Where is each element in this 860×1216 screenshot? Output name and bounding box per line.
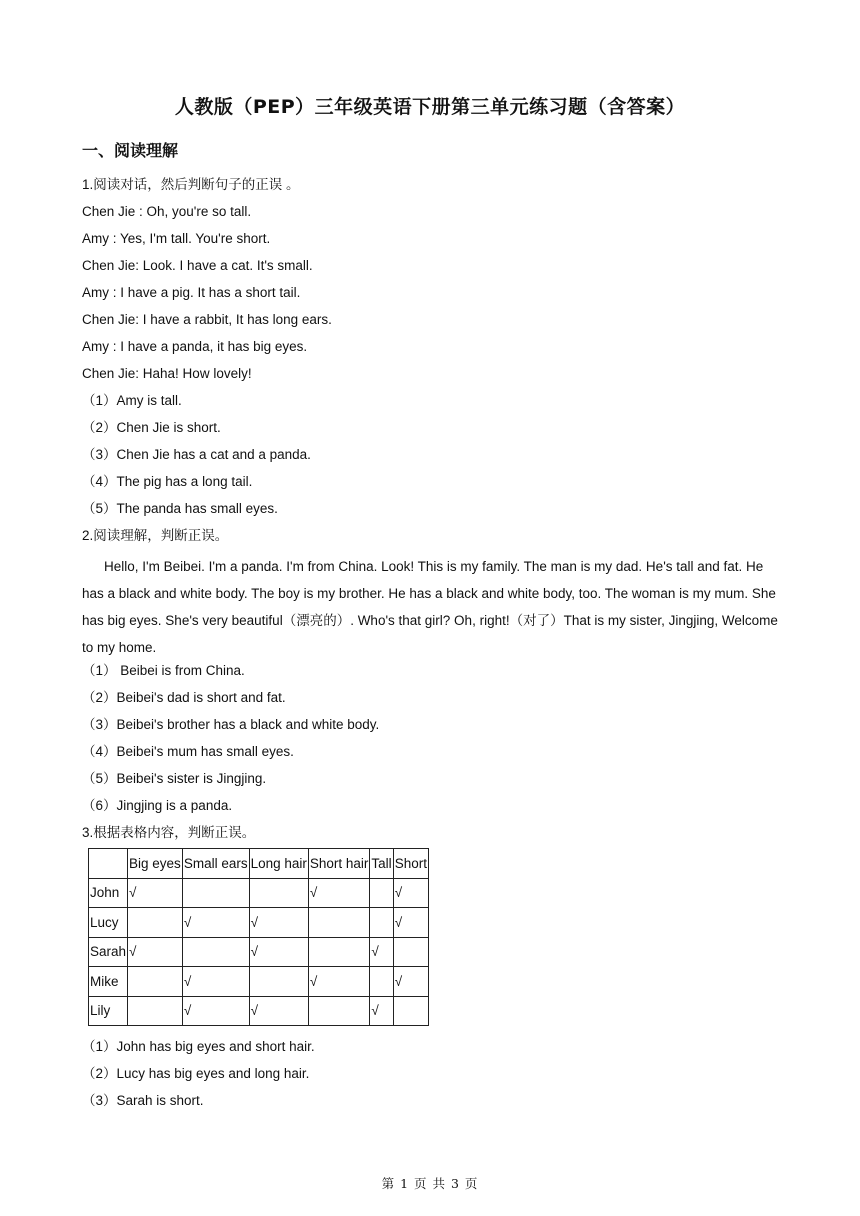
- table-cell: [182, 937, 249, 967]
- table-header-cell: Short hair: [308, 849, 370, 879]
- table-cell: √: [393, 967, 428, 997]
- dialogue-line: Amy : I have a pig. It has a short tail.: [82, 285, 301, 300]
- table-row: [89, 996, 429, 1026]
- table-cell: [128, 996, 183, 1026]
- dialogue-line: Amy : Yes, I'm tall. You're short.: [82, 231, 271, 246]
- table-cell: √: [370, 937, 393, 967]
- q2-statement: （4）Beibei's mum has small eyes.: [82, 744, 294, 759]
- section-heading: 一、阅读理解: [82, 141, 179, 160]
- table-cell: [308, 996, 370, 1026]
- table-cell: [370, 908, 393, 938]
- table-cell: [370, 967, 393, 997]
- table-header-cell: Small ears: [182, 849, 249, 879]
- q2-statement: （6）Jingjing is a panda.: [82, 798, 233, 813]
- q2-passage: Hello, I'm Beibei. I'm a panda. I'm from China. Look! This is my family. The man is my dad. He's tall and fat. He has a black and white body. The boy is my brother. He has a black and white body, too. The woman is my mum. She has big eyes. She's very beautiful（漂亮的）. Who's that girl? Oh, right!（对了）That is my sister, Jingjing, Welcome to my home.: [82, 559, 778, 655]
- table-cell: Lucy: [89, 908, 128, 938]
- table-cell: √: [182, 908, 249, 938]
- table-cell: [249, 878, 308, 908]
- q2-statement: （1） Beibei is from China.: [82, 663, 245, 678]
- table-row: [89, 937, 429, 967]
- table-header-cell: Big eyes: [128, 849, 183, 879]
- table-header-cell: [89, 849, 128, 879]
- table-row: [89, 967, 429, 997]
- q2-statement: （2）Beibei's dad is short and fat.: [82, 690, 286, 705]
- q1-statement: （4）The pig has a long tail.: [82, 474, 253, 489]
- table-row: [89, 908, 429, 938]
- q1-statement: （3）Chen Jie has a cat and a panda.: [82, 447, 311, 462]
- dialogue-line: Chen Jie: I have a rabbit, It has long ears.: [82, 312, 332, 327]
- table-cell: √: [370, 996, 393, 1026]
- table-cell: [308, 908, 370, 938]
- table-cell: Lily: [89, 996, 128, 1026]
- table-cell: [308, 937, 370, 967]
- table-cell: √: [182, 967, 249, 997]
- table-cell: √: [249, 908, 308, 938]
- q2-statement: （3）Beibei's brother has a black and white body.: [82, 717, 380, 732]
- table-cell: [393, 996, 428, 1026]
- table-cell: √: [128, 937, 183, 967]
- table-cell: [249, 967, 308, 997]
- q3-statement: （3）Sarah is short.: [82, 1093, 204, 1108]
- q3-statement: （2）Lucy has big eyes and long hair.: [82, 1066, 310, 1081]
- table-cell: √: [182, 996, 249, 1026]
- dialogue-line: Chen Jie: Look. I have a cat. It's small.: [82, 258, 313, 273]
- table-header-cell: Short: [393, 849, 428, 879]
- q1-statement: （1）Amy is tall.: [82, 393, 182, 408]
- feature-table: [88, 848, 429, 1026]
- table-cell: Sarah: [89, 937, 128, 967]
- table-cell: √: [249, 996, 308, 1026]
- q1-statement: （5）The panda has small eyes.: [82, 501, 278, 516]
- table-cell: Mike: [89, 967, 128, 997]
- table-header-cell: Tall: [370, 849, 393, 879]
- q1-prompt: 1.阅读对话，然后判断句子的正误 。: [82, 177, 300, 192]
- table-cell: [182, 878, 249, 908]
- table-cell: [128, 967, 183, 997]
- table-cell: √: [249, 937, 308, 967]
- q1-statement: （2）Chen Jie is short.: [82, 420, 221, 435]
- table-header-cell: Long hair: [249, 849, 308, 879]
- table-cell: √: [308, 878, 370, 908]
- q2-prompt: 2.阅读理解，判断正误。: [82, 528, 229, 543]
- table-row: [89, 878, 429, 908]
- table-cell: √: [128, 878, 183, 908]
- q3-statement: （1）John has big eyes and short hair.: [82, 1039, 315, 1054]
- table-cell: √: [308, 967, 370, 997]
- table-cell: √: [393, 908, 428, 938]
- table-cell: [393, 937, 428, 967]
- document-title: 人教版（PEP）三年级英语下册第三单元练习题（含答案）: [174, 96, 686, 118]
- table-cell: John: [89, 878, 128, 908]
- page-footer: 第 1 页 共 3 页: [381, 1176, 479, 1191]
- q2-statement: （5）Beibei's sister is Jingjing.: [82, 771, 267, 786]
- table-cell: [370, 878, 393, 908]
- table-cell: [128, 908, 183, 938]
- q3-prompt: 3.根据表格内容，判断正误。: [82, 825, 256, 840]
- table-header-row: [89, 849, 429, 879]
- dialogue-line: Amy : I have a panda, it has big eyes.: [82, 339, 308, 354]
- table-cell: √: [393, 878, 428, 908]
- dialogue-line: Chen Jie: Haha! How lovely!: [82, 366, 252, 381]
- dialogue-line: Chen Jie : Oh, you're so tall.: [82, 204, 252, 219]
